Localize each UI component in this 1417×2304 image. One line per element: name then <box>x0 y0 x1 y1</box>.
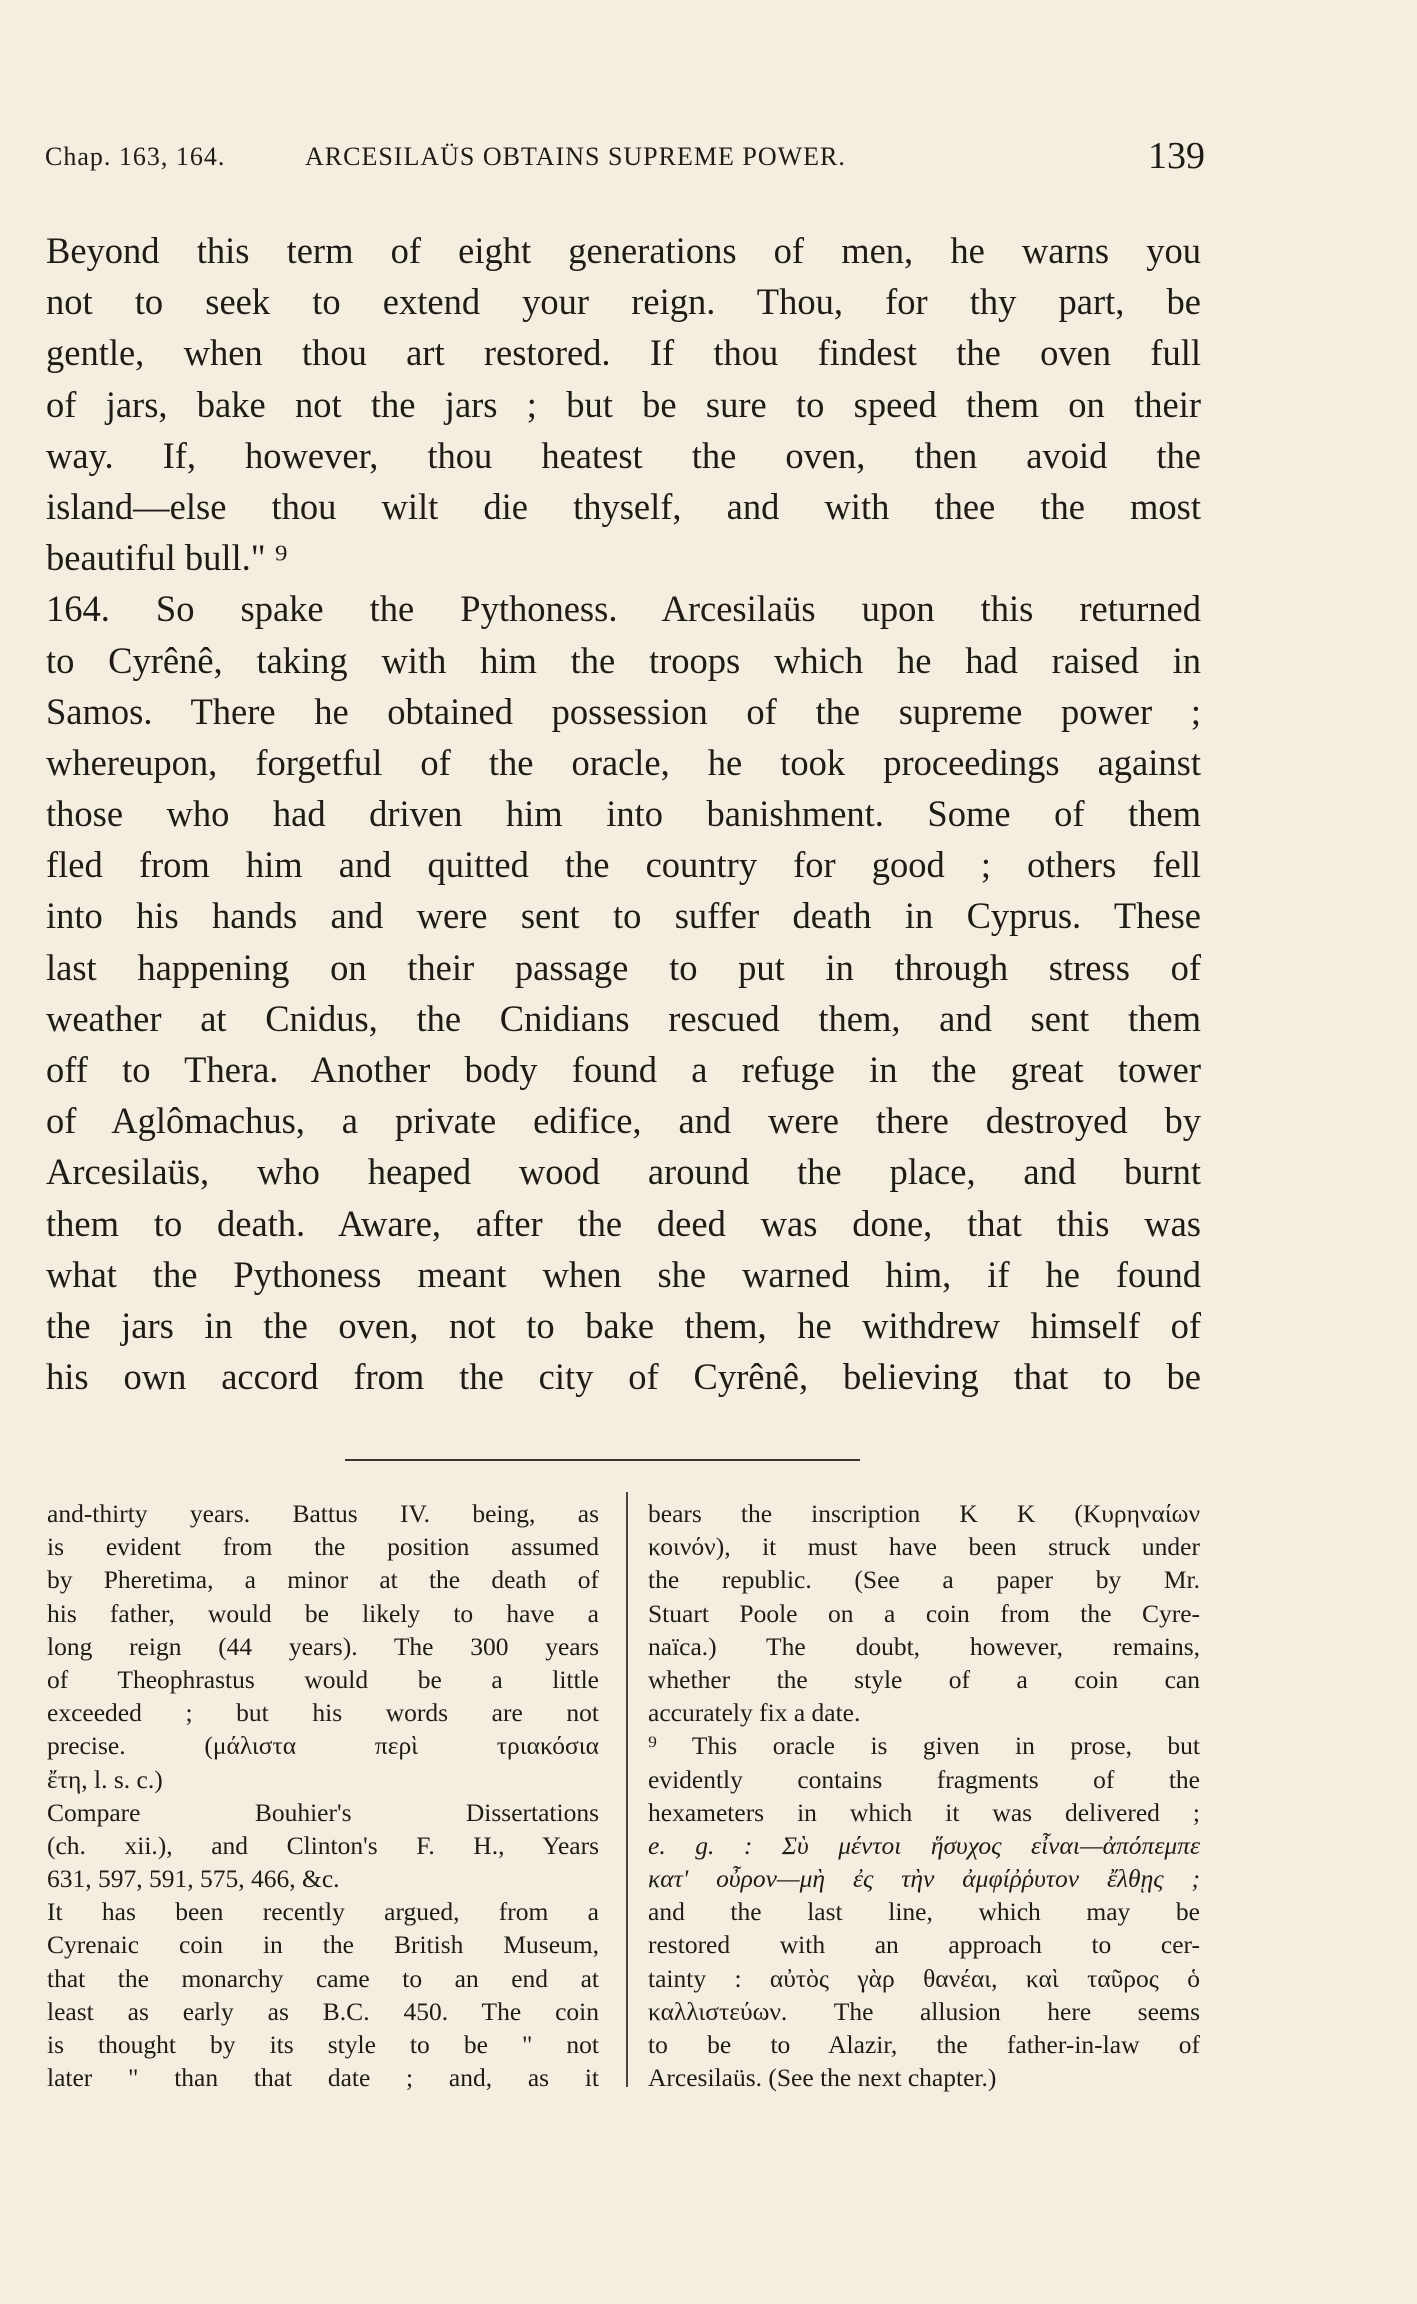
main-text-line: Samos. There he obtained possession of the supreme power ; <box>46 690 1201 732</box>
main-text-line: into his hands and were sent to suffer death in Cyprus. These <box>46 895 1201 937</box>
footnotes-left-column <box>47 1497 599 2094</box>
main-text-line: weather at Cnidus, the Cnidians rescued them, and sent them <box>46 997 1201 1039</box>
footnote-line: long reign (44 years). The 300 years <box>47 1631 599 1661</box>
footnote-line: Arcesilaüs. (See the next chapter.) <box>648 2063 997 2093</box>
main-text-line: of jars, bake not the jars ; but be sure to speed them on their <box>46 383 1201 425</box>
footnote-line: κοινόν), it must have been struck under <box>648 1532 1200 1562</box>
footnote-line: to be to Alazir, the father-in-law of <box>648 2030 1200 2059</box>
main-text-line: what the Pythoness meant when she warned him, if he found <box>46 1253 1201 1295</box>
footnote-line: the republic. (See a paper by Mr. <box>648 1565 1200 1595</box>
main-text-line: to Cyrênê, taking with him the troops which he had raised in <box>46 639 1201 681</box>
footnote-line: his father, would be likely to have a <box>47 1598 599 1628</box>
footnote-line: least as early as B.C. 450. The coin <box>47 1996 599 2026</box>
footnote-line: Compare Bouhier's Dissertations <box>47 1797 599 1827</box>
main-text-line: them to death. Aware, after the deed was done, that this was <box>46 1202 1201 1244</box>
footnote-line: exceeded ; but his words are not <box>47 1698 599 1728</box>
footnote-column-divider <box>626 1492 628 2087</box>
footnote-line: It has been recently argued, from a <box>47 1897 599 1927</box>
main-text-line: last happening on their passage to put in through stress of <box>46 946 1201 988</box>
footnote-line: e. g. : Σὺ μέντοι ἥσυχος εἶναι—ἀπόπεμπε <box>648 1830 1200 1860</box>
footnote-line: 631, 597, 591, 575, 466, &c. <box>47 1864 340 1894</box>
footnote-separator-rule <box>345 1459 860 1461</box>
footnote-line: later " than that date ; and, as it <box>47 2063 599 2093</box>
running-head <box>45 135 1205 178</box>
footnote-line: Stuart Poole on a coin from the Cyre- <box>648 1598 1200 1628</box>
main-text-line: whereupon, forgetful of the oracle, he took proceedings against <box>46 741 1201 783</box>
main-text-line: fled from him and quitted the country for good ; others fell <box>46 844 1201 886</box>
footnote-line: hexameters in which it was delivered ; <box>648 1797 1200 1827</box>
main-text-line: 164. So spake the Pythoness. Arcesilaüs upon this returned <box>46 588 1201 630</box>
main-text-line: way. If, however, thou heatest the oven, then avoid the <box>46 434 1201 476</box>
footnote-line: is thought by its style to be " not <box>47 2030 599 2059</box>
footnotes-right-column <box>648 1497 1200 2094</box>
footnote-line: (ch. xii.), and Clinton's F. H., Years <box>47 1830 599 1860</box>
main-text-line: gentle, when thou art restored. If thou findest the oven full <box>46 332 1201 374</box>
footnote-line: and-thirty years. Battus IV. being, as <box>47 1499 599 1528</box>
footnote-line: and the last line, which may be <box>648 1897 1200 1927</box>
main-text-line: of Aglômachus, a private edifice, and were there destroyed by <box>46 1100 1201 1142</box>
footnote-line: bears the inscription K K (Κυρηναίων <box>648 1499 1200 1528</box>
footnote-line: of Theophrastus would be a little <box>47 1664 599 1694</box>
main-text-line: not to seek to extend your reign. Thou, for thy part, be <box>46 281 1201 323</box>
main-text-line: those who had driven him into banishment. Some of them <box>46 793 1201 835</box>
main-text-line: island—else thou wilt die thyself, and with thee the most <box>46 485 1201 527</box>
footnote-line: Cyrenaic coin in the British Museum, <box>47 1930 599 1960</box>
main-text-line: beautiful bull." ⁹ <box>46 537 288 579</box>
footnote-line: naïca.) The doubt, however, remains, <box>648 1631 1200 1661</box>
main-text-line: his own accord from the city of Cyrênê, believing that to be <box>46 1356 1201 1398</box>
footnote-line: ἔτη, l. s. c.) <box>47 1764 163 1794</box>
footnote-line: that the monarchy came to an end at <box>47 1963 599 1993</box>
footnote-line: evidently contains fragments of the <box>648 1764 1200 1794</box>
footnote-line: whether the style of a coin can <box>648 1664 1200 1694</box>
chapter-reference: Chap. 163, 164. <box>45 142 226 171</box>
footnote-line: precise. (μάλιστα περὶ τριακόσια <box>47 1731 599 1761</box>
footnote-line: κατ' οὖρον—μὴ ἐς τὴν ἀμφίῤῥυτον ἔλθῃς ; <box>648 1864 1200 1894</box>
main-text-line: the jars in the oven, not to bake them, he withdrew himself of <box>46 1304 1201 1346</box>
main-text-line: Arcesilaüs, who heaped wood around the place, and burnt <box>46 1151 1201 1193</box>
footnote-line: restored with an approach to cer- <box>648 1930 1200 1960</box>
footnote-line: καλλιστεύων. The allusion here seems <box>648 1996 1200 2026</box>
main-text-line: off to Thera. Another body found a refuge in the great tower <box>46 1049 1201 1090</box>
footnote-line: is evident from the position assumed <box>47 1532 599 1562</box>
footnote-line: accurately fix a date. <box>648 1698 861 1728</box>
footnote-line: ⁹ This oracle is given in prose, but <box>648 1731 1200 1761</box>
footnote-line: by Pheretima, a minor at the death of <box>47 1565 599 1595</box>
page-title: ARCESILAÜS OBTAINS SUPREME POWER. <box>305 142 846 171</box>
main-text-line: Beyond this term of eight generations of men, he warns you <box>46 230 1201 271</box>
page-number: 139 <box>1148 135 1205 177</box>
footnote-line: tainty : αὐτὸς γὰρ θανέαι, καὶ ταῦρος ὁ <box>648 1963 1200 1993</box>
main-text-body <box>46 225 1201 1402</box>
